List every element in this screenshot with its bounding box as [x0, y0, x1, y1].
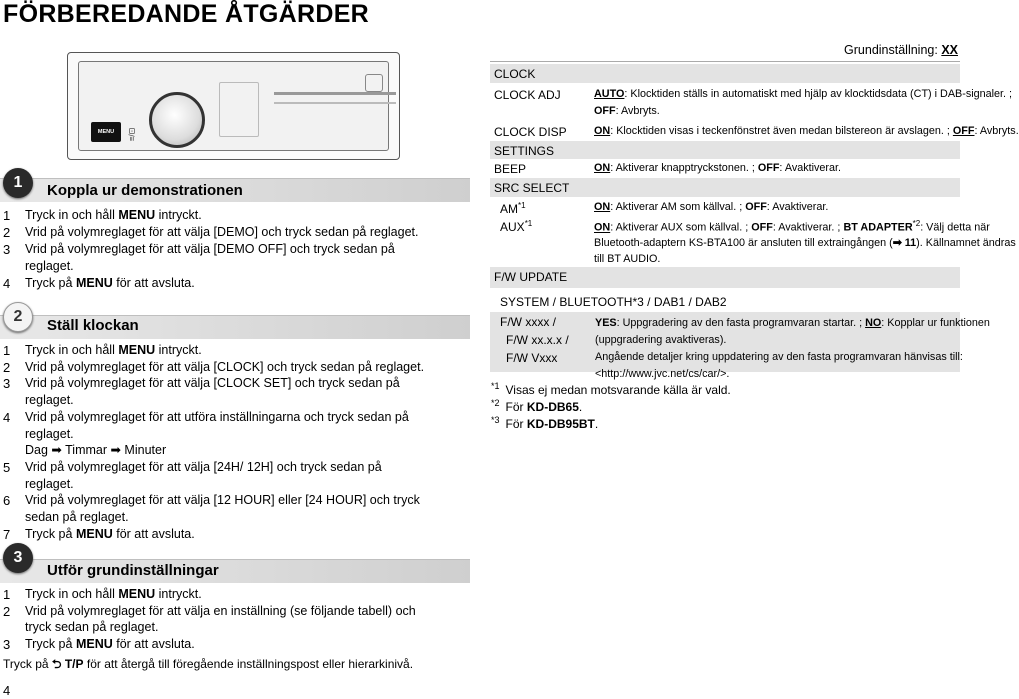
step-text: [25, 242, 395, 257]
step-text-part: reglaget.: [25, 476, 74, 491]
display-area-illustration: [219, 82, 259, 137]
setting-option-text: : Avbryts.: [974, 125, 1019, 137]
footnote-line: [491, 415, 598, 431]
footnote-text: .: [594, 417, 599, 431]
step-text-part: Vrid på volymreglaget för att välja en inställning (se följande tabell) och: [25, 603, 416, 618]
step-badge-1: 1: [3, 168, 33, 198]
step-text-part: för att avsluta.: [112, 276, 195, 290]
mode-button-illustration: ≡/⊡: [127, 127, 137, 142]
setting-description: [594, 88, 1012, 100]
setting-option-text: *2: [912, 219, 921, 228]
setting-name-text: SYSTEM / BLUETOOTH*3 / DAB1 / DAB2: [500, 295, 727, 309]
setting-option-text: : Kopplar ur funktionen: [881, 317, 990, 329]
model-name: KD-DB95BT: [526, 417, 595, 431]
setting-name: [494, 270, 567, 284]
setting-option-text: : Klocktiden visas i teckenfönstret även medan bilstereon är avslagen. ;: [610, 125, 953, 137]
setting-description: [595, 317, 990, 329]
step-number: 1: [3, 343, 11, 358]
step-text: [25, 276, 195, 291]
setting-option-text: <http://www.jvc.net/cs/car/>.: [595, 368, 730, 380]
setting-description: [594, 125, 1019, 137]
step-text-part: reglaget.: [25, 393, 74, 408]
step-text-part: Vrid på volymreglaget för att välja [DEMO] och tryck sedan på reglaget.: [25, 225, 419, 239]
setting-name-text: CLOCK: [494, 67, 536, 81]
setting-option-text: ON: [594, 162, 611, 174]
step-number: 5: [3, 459, 11, 475]
step-text: [25, 259, 74, 274]
setting-name-text: CLOCK DISP: [494, 125, 567, 139]
setting-name: [494, 144, 554, 158]
setting-description: [594, 162, 841, 174]
step-text: [25, 343, 202, 358]
step-number: 4: [3, 409, 11, 425]
table-row-shade: [490, 141, 960, 159]
default-setting-value: XX: [941, 43, 958, 57]
setting-option-text: Bluetooth-adaptern KS-BTA100 är ansluten till extraingången (: [594, 237, 893, 249]
setting-option-text: ON: [594, 125, 611, 137]
step-number: 1: [3, 587, 11, 602]
setting-option-text: AUTO: [594, 88, 625, 100]
step-number: 2: [3, 359, 11, 375]
setting-name: F/W Vxxx: [506, 351, 558, 365]
setting-name: [494, 67, 535, 81]
setting-name: [500, 315, 556, 329]
step-text-part: intryckt.: [155, 208, 202, 222]
section-title-2: Ställ klockan: [47, 317, 139, 334]
step-text: [25, 637, 195, 652]
setting-option-text: BT ADAPTER: [843, 221, 913, 234]
setting-option-text: : Avbryts.: [615, 105, 660, 117]
cd-slot-line-illustration: [274, 102, 396, 104]
setting-option-text: (uppgradering avaktiveras).: [595, 334, 727, 346]
step-text: [25, 493, 420, 508]
setting-name-text: AUX: [500, 220, 525, 234]
footer-note: [3, 655, 413, 676]
table-row-shade: [490, 64, 960, 83]
step-text: [25, 360, 424, 375]
setting-name-text: SRC SELECT: [494, 181, 570, 195]
setting-option-text: ➡ 11: [892, 237, 917, 249]
setting-option-text: : Avaktiverar.: [779, 162, 842, 174]
setting-option-text: : Aktiverar AUX som källval. ;: [610, 221, 752, 234]
setting-option-text: : Uppgradering av den fasta programvaran startar. ;: [616, 317, 866, 329]
step-text: [25, 604, 416, 619]
setting-description: [595, 368, 729, 380]
setting-option-text: : Välj detta när: [920, 221, 990, 234]
step-text-part: Vrid på volymreglaget för att välja [CLOCK SET] och tryck sedan på: [25, 376, 400, 391]
car-stereo-illustration: [67, 52, 400, 160]
default-setting-label: [844, 43, 958, 57]
volume-knob-illustration: [149, 92, 205, 148]
footer-note-button: ⮌ T/P: [51, 657, 84, 671]
setting-description: [594, 236, 1016, 249]
step-text: [25, 225, 418, 240]
setting-option-text: YES: [595, 317, 617, 329]
setting-description: [595, 351, 963, 363]
step-number: 4: [3, 276, 11, 291]
step-number: 3: [3, 242, 11, 257]
menu-key-label: MENU: [75, 636, 113, 651]
step-number: 3: [3, 376, 11, 392]
step-text-part: Dag ➡ Timmar ➡ Minuter: [25, 443, 167, 458]
setting-option-text: OFF: [757, 162, 780, 174]
step-text-part: tryck sedan på reglaget.: [25, 620, 159, 634]
section-title-1: Koppla ur demonstrationen: [47, 182, 243, 199]
footnote-marker: *1: [491, 381, 500, 391]
menu-button-illustration: MENU: [91, 122, 121, 142]
menu-key-label: MENU: [75, 526, 113, 541]
step-text-part: för att avsluta.: [112, 526, 195, 541]
setting-name-text: F/W xxxx /: [500, 315, 556, 329]
footnote-text: Visas ej medan motsvarande källa är vald.: [505, 383, 731, 397]
page-title: FÖRBEREDANDE ÅTGÄRDER: [3, 0, 370, 28]
step-text-part: Vrid på volymreglaget för att välja [DEMO OFF] och tryck sedan på: [25, 242, 395, 256]
step-text-part: reglaget.: [25, 426, 74, 441]
setting-name-text: F/W UPDATE: [494, 270, 568, 284]
step-text-part: Tryck in och håll: [25, 208, 119, 222]
step-text: [25, 477, 74, 492]
setting-option-text: : Avaktiverar. ;: [772, 221, 844, 234]
step-text: [25, 460, 382, 475]
step-text: [25, 427, 74, 442]
step-text-part: Tryck in och håll: [25, 587, 119, 601]
section-title-3: Utför grundinställningar: [47, 562, 219, 579]
step-text-part: Tryck in och håll: [25, 343, 119, 357]
step-text-part: intryckt.: [155, 587, 202, 601]
step-number: 1: [3, 208, 11, 223]
step-text-part: Tryck på: [25, 276, 76, 290]
setting-description: [595, 334, 726, 346]
default-setting-text: Grundinställning:: [844, 43, 942, 57]
step-text: [25, 443, 166, 458]
step-badge-3: 3: [3, 543, 33, 573]
step-text: [25, 527, 195, 542]
setting-option-text: NO: [865, 317, 882, 329]
cd-slot-illustration: [274, 92, 396, 95]
menu-key-label: MENU: [118, 208, 156, 222]
menu-key-label: MENU: [75, 276, 113, 290]
setting-name: F/W xx.x.x /: [506, 333, 569, 347]
setting-option-text: : Avaktiverar.: [766, 201, 829, 213]
step-text-part: sedan på reglaget.: [25, 510, 129, 524]
setting-option-text: OFF: [751, 221, 773, 234]
setting-name: [494, 162, 526, 176]
setting-option-text: : Klocktiden ställs in automatiskt med hjälp av klocktidsdata (CT) i DAB-signaler. ;: [624, 88, 1013, 100]
setting-option-text: ON: [594, 201, 611, 213]
step-number: 7: [3, 526, 11, 542]
step-text-part: Vrid på volymreglaget för att utföra inställningarna och tryck sedan på: [25, 409, 409, 424]
stereo-faceplate: [78, 61, 389, 151]
setting-option-text: OFF: [745, 201, 767, 213]
setting-name: [494, 181, 569, 195]
step-number: 3: [3, 636, 11, 652]
step-text-part: reglaget.: [25, 259, 74, 273]
step-text-part: intryckt.: [155, 343, 202, 357]
setting-name: [494, 125, 567, 139]
step-text-part: Vrid på volymreglaget för att välja [24H/ 12H] och tryck sedan på: [25, 459, 382, 474]
setting-option-text: OFF: [952, 125, 975, 137]
setting-name-text: BEEP: [494, 162, 527, 176]
eject-button-illustration: [365, 74, 383, 92]
setting-name: [500, 201, 526, 216]
setting-name: [500, 295, 727, 309]
setting-name: [500, 219, 532, 234]
setting-description: [594, 201, 828, 213]
setting-option-text: : Aktiverar knapptryckstonen. ;: [610, 162, 758, 174]
step-text-part: Vrid på volymreglaget för att välja [12 HOUR] eller [24 HOUR] och tryck: [25, 493, 420, 508]
step-text: [25, 410, 409, 425]
step-number: 2: [3, 225, 11, 240]
step-text-part: Vrid på volymreglaget för att välja [CLOCK] och tryck sedan på reglaget.: [25, 359, 425, 374]
setting-name: [494, 88, 561, 102]
menu-key-label: MENU: [118, 587, 156, 601]
footnote-marker: *3: [491, 415, 500, 425]
step-text-part: Tryck på: [25, 526, 76, 541]
footnote-text: .: [578, 400, 583, 414]
step-text: [25, 620, 158, 635]
setting-option-text: : Aktiverar AM som källval. ;: [610, 201, 746, 213]
model-name: KD-DB65: [526, 400, 579, 414]
step-badge-2: 2: [3, 302, 33, 332]
setting-name-text: SETTINGS: [494, 144, 555, 158]
footnote-marker: *1: [518, 201, 526, 210]
step-text: [25, 510, 129, 525]
setting-option-text: ). Källnamnet ändras: [916, 237, 1016, 249]
footnote-line: [491, 398, 582, 414]
setting-description: [594, 219, 990, 234]
settings-table: [490, 61, 1019, 380]
step-text: [25, 393, 74, 408]
setting-name-text: AM: [500, 202, 518, 216]
step-text-part: Tryck på: [25, 636, 76, 651]
menu-key-label: MENU: [118, 343, 156, 357]
step-text: [25, 587, 202, 602]
footnote-text: För: [505, 400, 527, 414]
setting-option-text: Angående detaljer kring uppdatering av den fasta programvaran hänvisas till:: [595, 351, 963, 363]
step-number: 2: [3, 603, 11, 619]
step-text: [25, 208, 202, 223]
step-text-part: för att avsluta.: [112, 636, 195, 651]
footnote-marker: *1: [524, 219, 533, 228]
footer-note-text: Tryck på: [3, 657, 52, 671]
footer-note-text-end: för att återgå till föregående inställningspost eller hierarkinivå.: [83, 657, 414, 671]
setting-option-text: OFF: [594, 105, 616, 117]
setting-option-text: ON: [594, 221, 611, 234]
footnote-line: [491, 381, 731, 397]
footnote-marker: *2: [491, 398, 500, 408]
setting-option-text: till BT AUDIO.: [594, 253, 661, 265]
setting-description: [594, 105, 660, 117]
step-text: [25, 376, 400, 391]
page-number: 4: [3, 683, 11, 698]
footnote-text: För: [505, 417, 527, 431]
setting-name-text: CLOCK ADJ: [494, 88, 561, 102]
setting-description: [594, 253, 660, 265]
step-number: 6: [3, 493, 11, 509]
